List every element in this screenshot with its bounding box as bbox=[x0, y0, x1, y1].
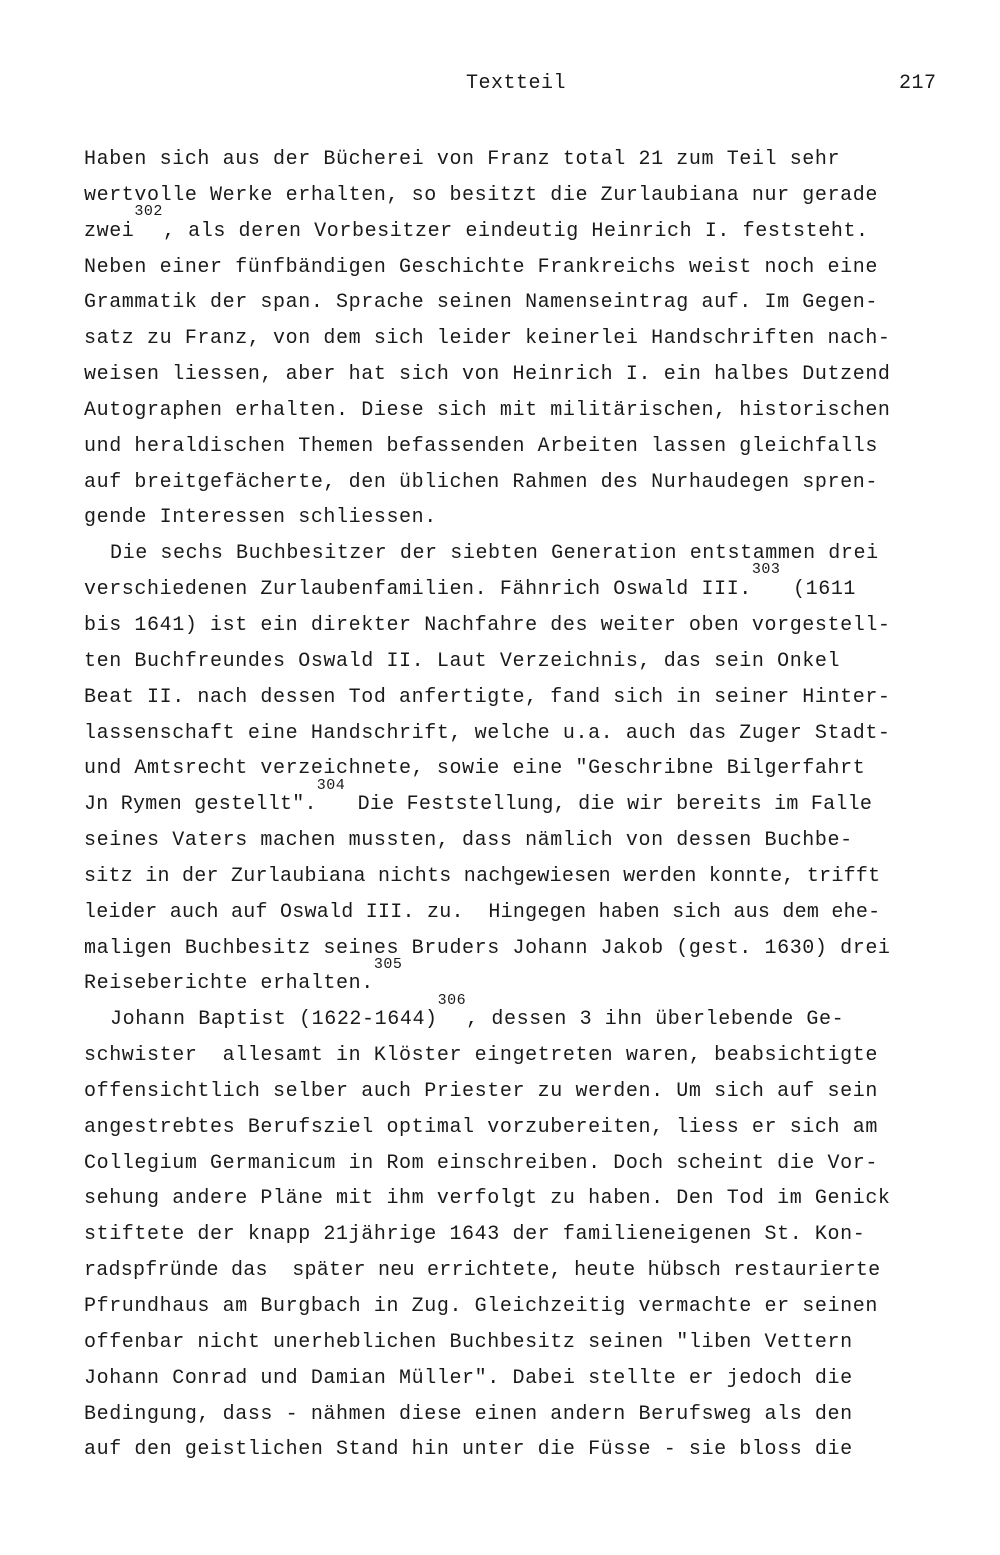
text-line: seines Vaters machen mussten, dass nämlich von dessen Buchbe- bbox=[84, 829, 853, 853]
text-line: weisen liessen, aber hat sich von Heinrich I. ein halbes Dutzend bbox=[84, 363, 891, 387]
text-line: ten Buchfreundes Oswald II. Laut Verzeichnis, das sein Onkel bbox=[84, 649, 841, 673]
text-line: angestrebtes Berufsziel optimal vorzubereiten, liess er sich am bbox=[84, 1115, 878, 1139]
text-line: stiftete der knapp 21jährige 1643 der familieneigenen St. Kon- bbox=[84, 1223, 866, 1247]
paragraph-first-line: Johann Baptist (1622-1644)$^{306}$, dessen 3 ihn überlebende Ge- bbox=[110, 991, 845, 1032]
page-number: 217 bbox=[899, 72, 937, 95]
running-title: Textteil bbox=[466, 72, 567, 95]
footnote-marker: 304 bbox=[316, 776, 346, 794]
text-line: und Amtsrecht verzeichnete, sowie eine "Geschribne Bilgerfahrt bbox=[84, 757, 866, 781]
text-line: Johann Conrad und Damian Müller". Dabei stellte er jedoch die bbox=[84, 1366, 853, 1390]
text-line: Collegium Germanicum in Rom einschreiben. Doch scheint die Vor- bbox=[84, 1151, 878, 1175]
footnote-marker: 305 bbox=[373, 955, 403, 973]
text-line: zwei$^{302}$, als deren Vorbesitzer eindeutig Heinrich I. feststeht. bbox=[84, 203, 869, 243]
text-line: bis 1641) ist ein direkter Nachfahre des weiter oben vorgestell- bbox=[84, 613, 891, 637]
body-text bbox=[84, 142, 974, 1468]
text-line: leider auch auf Oswald III. zu. Hingegen haben sich aus dem ehe- bbox=[84, 900, 881, 924]
footnote-marker: 302 bbox=[134, 203, 163, 221]
text-line: offensichtlich selber auch Priester zu werden. Um sich auf sein bbox=[84, 1079, 878, 1103]
text-line: und heraldischen Themen befassenden Arbeiten lassen gleichfalls bbox=[84, 434, 878, 458]
text-line: Pfrundhaus am Burgbach in Zug. Gleichzeitig vermachte er seinen bbox=[84, 1295, 878, 1318]
text-line: verschiedenen Zurlaubenfamilien. Fähnrich Oswald III.$^{303}$ (1611 bbox=[84, 561, 857, 602]
text-line: Grammatik der span. Sprache seinen Namenseintrag auf. Im Gegen- bbox=[84, 291, 878, 315]
text-line: auf breitgefächerte, den üblichen Rahmen des Nurhaudegen spren- bbox=[84, 470, 878, 494]
running-header bbox=[0, 72, 1000, 100]
footnote-marker: 303 bbox=[751, 561, 781, 579]
text-line: gende Interessen schliessen. bbox=[84, 506, 437, 530]
text-line: Neben einer fünfbändigen Geschichte Frankreichs weist noch eine bbox=[84, 255, 878, 279]
text-line: radspfründe das später neu errichtete, heute hübsch restaurierte bbox=[84, 1259, 881, 1283]
text-line: Haben sich aus der Bücherei von Franz total 21 zum Teil sehr bbox=[84, 148, 841, 171]
paragraph-first-line: Die sechs Buchbesitzer der siebten Generation entstammen drei bbox=[110, 542, 879, 566]
text-line: auf den geistlichen Stand hin unter die Füsse - sie bloss die bbox=[84, 1438, 853, 1462]
text-line: lassenschaft eine Handschrift, welche u.a. auch das Zuger Stadt- bbox=[84, 721, 891, 745]
text-line: wertvolle Werke erhalten, so besitzt die Zurlaubiana nur gerade bbox=[84, 183, 878, 207]
text-line: Beat II. nach dessen Tod anfertigte, fand sich in seiner Hinter- bbox=[84, 685, 891, 709]
text-line: Jn Rymen gestellt".$^{304}$ Die Feststellung, die wir bereits im Falle bbox=[84, 776, 873, 817]
text-line: sitz in der Zurlaubiana nichts nachgewiesen werden konnte, trifft bbox=[84, 864, 881, 888]
text-line: Bedingung, dass - nähmen diese einen andern Berufsweg als den bbox=[84, 1402, 853, 1426]
text-line: Autographen erhalten. Diese sich mit militärischen, historischen bbox=[84, 398, 891, 422]
text-line: maligen Buchbesitz seines Bruders Johann Jakob (gest. 1630) drei bbox=[84, 936, 891, 960]
text-line: offenbar nicht unerheblichen Buchbesitz seinen "liben Vettern bbox=[84, 1330, 853, 1354]
text-line: Reiseberichte erhalten.$^{305}$ bbox=[84, 955, 403, 996]
footnote-marker: 306 bbox=[437, 991, 467, 1009]
text-line: satz zu Franz, von dem sich leider keinerlei Handschriften nach- bbox=[84, 327, 891, 351]
text-line: schwister allesamt in Klöster eingetreten waren, beabsichtigte bbox=[84, 1044, 878, 1068]
text-line: sehung andere Pläne mit ihm verfolgt zu haben. Den Tod im Genick bbox=[84, 1187, 891, 1211]
